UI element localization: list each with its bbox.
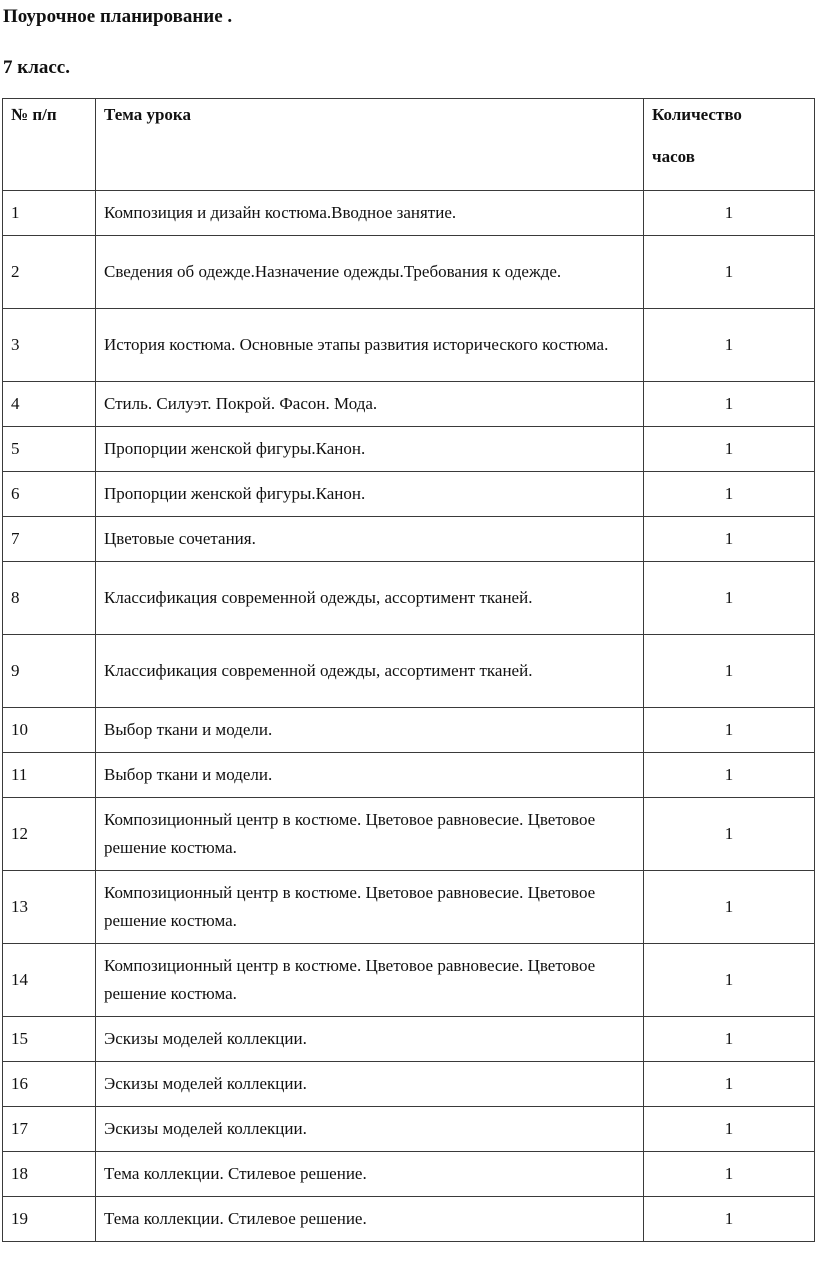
lesson-topic: Выбор ткани и модели. bbox=[96, 753, 644, 798]
lesson-topic: Выбор ткани и модели. bbox=[96, 708, 644, 753]
header-topic: Тема урока bbox=[96, 99, 644, 191]
table-row bbox=[3, 1017, 815, 1062]
table-row bbox=[3, 1107, 815, 1152]
table-row bbox=[3, 871, 815, 944]
lesson-hours: 1 bbox=[644, 309, 815, 382]
table-row bbox=[3, 517, 815, 562]
lesson-hours: 1 bbox=[644, 635, 815, 708]
lesson-hours: 1 bbox=[644, 427, 815, 472]
table-row bbox=[3, 708, 815, 753]
table-row bbox=[3, 382, 815, 427]
lesson-topic: Композиционный центр в костюме. Цветовое равновесие. Цветовое решение костюма. bbox=[96, 944, 644, 1017]
lesson-topic: Композиция и дизайн костюма.Вводное занятие. bbox=[96, 191, 644, 236]
header-hours bbox=[644, 99, 815, 191]
table-row bbox=[3, 1197, 815, 1242]
lesson-topic: Пропорции женской фигуры.Канон. bbox=[96, 472, 644, 517]
lesson-topic: Композиционный центр в костюме. Цветовое равновесие. Цветовое решение костюма. bbox=[96, 871, 644, 944]
table-row bbox=[3, 798, 815, 871]
table-row bbox=[3, 562, 815, 635]
page-title: Поурочное планирование . bbox=[3, 6, 233, 27]
lesson-number: 6 bbox=[3, 472, 96, 517]
table-row bbox=[3, 635, 815, 708]
lesson-number: 1 bbox=[3, 191, 96, 236]
lesson-number: 16 bbox=[3, 1062, 96, 1107]
table-row bbox=[3, 1062, 815, 1107]
lesson-number: 13 bbox=[3, 871, 96, 944]
lesson-number: 14 bbox=[3, 944, 96, 1017]
grade-subtitle: 7 класс. bbox=[3, 57, 70, 78]
lesson-topic: Пропорции женской фигуры.Канон. bbox=[96, 427, 644, 472]
table-row bbox=[3, 753, 815, 798]
table-row bbox=[3, 427, 815, 472]
lesson-topic: Эскизы моделей коллекции. bbox=[96, 1062, 644, 1107]
lesson-hours: 1 bbox=[644, 1197, 815, 1242]
lesson-hours: 1 bbox=[644, 708, 815, 753]
lesson-topic: Тема коллекции. Стилевое решение. bbox=[96, 1197, 644, 1242]
header-hours-line1: Количество bbox=[652, 105, 742, 124]
lesson-topic: Классификация современной одежды, ассортимент тканей. bbox=[96, 635, 644, 708]
lesson-number: 9 bbox=[3, 635, 96, 708]
lesson-hours: 1 bbox=[644, 236, 815, 309]
header-hours-line2: часов bbox=[652, 147, 695, 166]
lesson-number: 8 bbox=[3, 562, 96, 635]
lesson-hours: 1 bbox=[644, 871, 815, 944]
lesson-hours: 1 bbox=[644, 517, 815, 562]
lesson-number: 17 bbox=[3, 1107, 96, 1152]
lesson-plan-table bbox=[2, 98, 815, 1242]
lesson-number: 4 bbox=[3, 382, 96, 427]
table-row bbox=[3, 472, 815, 517]
lesson-number: 15 bbox=[3, 1017, 96, 1062]
lesson-number: 19 bbox=[3, 1197, 96, 1242]
lesson-hours: 1 bbox=[644, 382, 815, 427]
lesson-number: 10 bbox=[3, 708, 96, 753]
header-number: № п/п bbox=[3, 99, 96, 191]
table-row bbox=[3, 236, 815, 309]
lesson-number: 5 bbox=[3, 427, 96, 472]
table-row bbox=[3, 1152, 815, 1197]
lesson-hours: 1 bbox=[644, 472, 815, 517]
lesson-topic: Эскизы моделей коллекции. bbox=[96, 1107, 644, 1152]
lesson-hours: 1 bbox=[644, 191, 815, 236]
lesson-hours: 1 bbox=[644, 944, 815, 1017]
lesson-number: 18 bbox=[3, 1152, 96, 1197]
table-body bbox=[3, 191, 815, 1242]
lesson-topic: Сведения об одежде.Назначение одежды.Требования к одежде. bbox=[96, 236, 644, 309]
lesson-hours: 1 bbox=[644, 798, 815, 871]
lesson-hours: 1 bbox=[644, 1062, 815, 1107]
lesson-topic: Эскизы моделей коллекции. bbox=[96, 1017, 644, 1062]
lesson-number: 7 bbox=[3, 517, 96, 562]
lesson-number: 11 bbox=[3, 753, 96, 798]
lesson-topic: Тема коллекции. Стилевое решение. bbox=[96, 1152, 644, 1197]
lesson-topic: Цветовые сочетания. bbox=[96, 517, 644, 562]
lesson-number: 12 bbox=[3, 798, 96, 871]
lesson-hours: 1 bbox=[644, 562, 815, 635]
lesson-topic: Классификация современной одежды, ассортимент тканей. bbox=[96, 562, 644, 635]
lesson-hours: 1 bbox=[644, 753, 815, 798]
lesson-number: 3 bbox=[3, 309, 96, 382]
table-row bbox=[3, 191, 815, 236]
table-header-row bbox=[3, 99, 815, 191]
table-row bbox=[3, 309, 815, 382]
lesson-topic: Композиционный центр в костюме. Цветовое равновесие. Цветовое решение костюма. bbox=[96, 798, 644, 871]
table-row bbox=[3, 944, 815, 1017]
lesson-number: 2 bbox=[3, 236, 96, 309]
lesson-topic: История костюма. Основные этапы развития исторического костюма. bbox=[96, 309, 644, 382]
lesson-hours: 1 bbox=[644, 1017, 815, 1062]
lesson-topic: Стиль. Силуэт. Покрой. Фасон. Мода. bbox=[96, 382, 644, 427]
lesson-hours: 1 bbox=[644, 1152, 815, 1197]
lesson-hours: 1 bbox=[644, 1107, 815, 1152]
